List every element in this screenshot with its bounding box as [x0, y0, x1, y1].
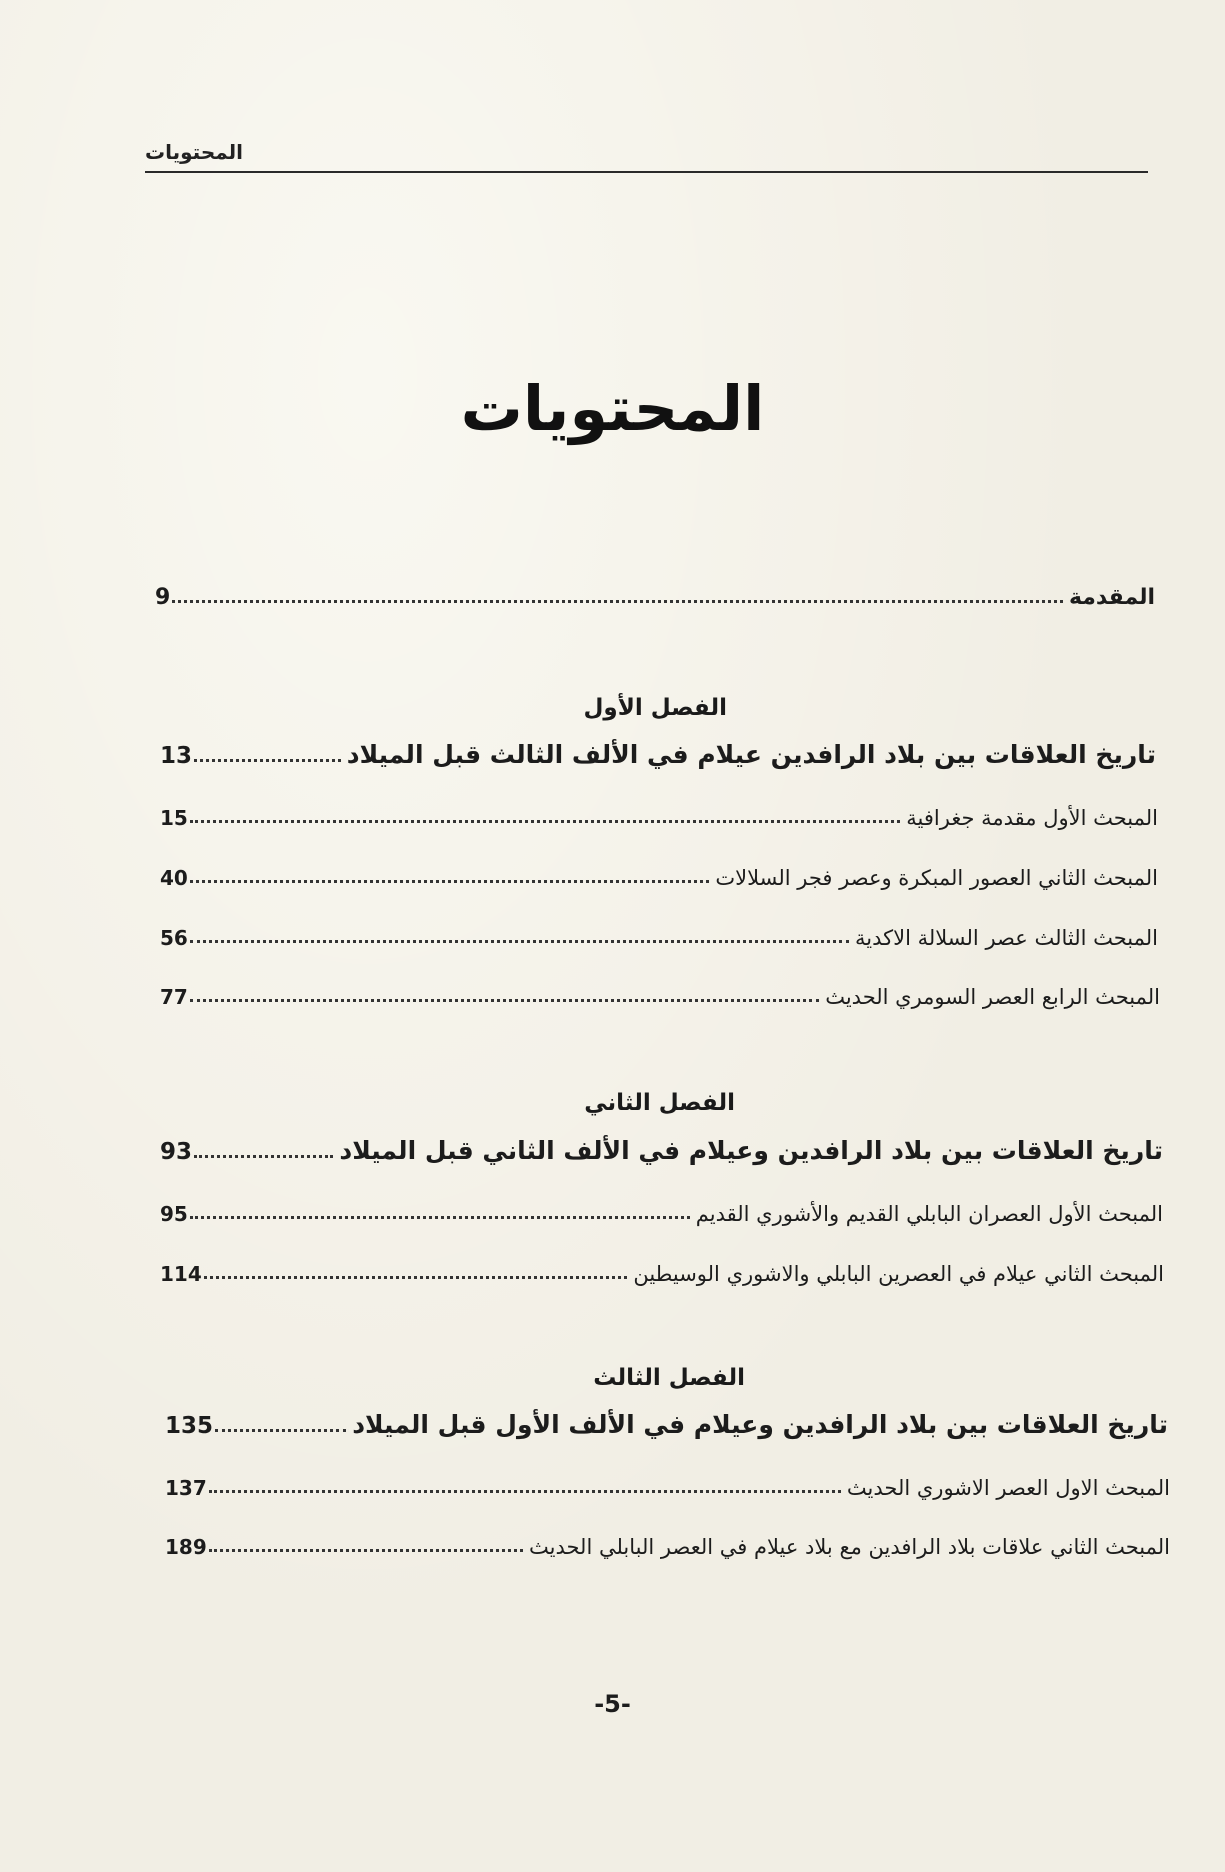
- toc-entry-label: المبحث الرابع العصر السومري الحديث: [825, 985, 1160, 1009]
- toc-entry-label: تاريخ العلاقات بين بلاد الرافدين وعيلام في الألف الثاني قبل الميلاد: [339, 1136, 1163, 1165]
- toc-entry-label: المبحث الثاني العصور المبكرة وعصر فجر السلالات: [715, 866, 1158, 890]
- toc-entry-label: المبحث الثاني علاقات بلاد الرافدين مع بلاد عيلام في العصر البابلي الحديث: [529, 1535, 1170, 1559]
- dot-leader: [190, 999, 819, 1002]
- chapter-2-heading: الفصل الثاني: [584, 1090, 735, 1116]
- toc-page-number: 137: [165, 1476, 207, 1500]
- dot-leader: [204, 1276, 628, 1279]
- toc-entry-ch1-section-2[interactable]: [160, 866, 1158, 890]
- toc-page-number: 77: [160, 985, 188, 1009]
- dot-leader: [194, 759, 341, 762]
- toc-entry-label: تاريخ العلاقات بين بلاد الرافدين عيلام في الألف الثالث قبل الميلاد: [346, 740, 1156, 769]
- toc-entry-label: المبحث الثاني عيلام في العصرين البابلي والاشوري الوسيطين: [633, 1262, 1164, 1286]
- dot-leader: [209, 1549, 523, 1552]
- toc-page-number: 114: [160, 1262, 202, 1286]
- toc-entry-ch2-section-2[interactable]: [160, 1262, 1164, 1286]
- toc-entry-label: تاريخ العلاقات بين بلاد الرافدين وعيلام في الألف الأول قبل الميلاد: [352, 1410, 1168, 1439]
- page-title: المحتويات: [460, 372, 765, 445]
- toc-page-number: 135: [165, 1413, 214, 1439]
- toc-entry-ch3-section-2[interactable]: [165, 1535, 1170, 1559]
- toc-entry-label: المبحث الاول العصر الاشوري الحديث: [846, 1476, 1170, 1500]
- toc-page-number: 15: [160, 806, 188, 830]
- toc-page-number: 93: [160, 1139, 193, 1165]
- page-number-footer: -5-: [594, 1690, 631, 1718]
- toc-entry-ch3-section-1[interactable]: [165, 1476, 1170, 1500]
- toc-entry-ch1-section-3[interactable]: [160, 926, 1158, 950]
- toc-entry-ch1-section-1[interactable]: [160, 806, 1158, 830]
- dot-leader: [190, 820, 900, 823]
- chapter-1-heading: الفصل الأول: [583, 695, 727, 721]
- toc-entry-introduction[interactable]: [155, 585, 1155, 610]
- toc-page-number: 189: [165, 1535, 207, 1559]
- toc-page-number: 9: [155, 585, 171, 610]
- toc-entry-chapter-3-title[interactable]: [165, 1410, 1168, 1439]
- toc-entry-ch1-section-4[interactable]: [160, 985, 1160, 1009]
- toc-entry-ch2-section-1[interactable]: [160, 1202, 1163, 1226]
- toc-entry-chapter-2-title[interactable]: [160, 1136, 1163, 1165]
- toc-page-number: 13: [160, 743, 193, 769]
- dot-leader: [172, 600, 1063, 603]
- toc-page-number: 95: [160, 1202, 188, 1226]
- dot-leader: [209, 1490, 841, 1493]
- dot-leader: [194, 1155, 333, 1158]
- dot-leader: [215, 1429, 346, 1432]
- toc-entry-label: المبحث الأول العصران البابلي القديم والأشوري القديم: [695, 1202, 1163, 1226]
- chapter-3-heading: الفصل الثالث: [593, 1365, 745, 1391]
- dot-leader: [190, 1216, 690, 1219]
- toc-page-number: 40: [160, 866, 188, 890]
- toc-entry-label: المبحث الأول مقدمة جغرافية: [906, 806, 1158, 830]
- toc-entry-label: المبحث الثالث عصر السلالة الاكدية: [855, 926, 1158, 950]
- dot-leader: [190, 880, 710, 883]
- dot-leader: [190, 940, 849, 943]
- toc-entry-chapter-1-title[interactable]: [160, 740, 1156, 769]
- toc-entry-label: المقدمة: [1068, 585, 1155, 610]
- running-header: المحتويات: [145, 140, 244, 164]
- toc-page-number: 56: [160, 926, 188, 950]
